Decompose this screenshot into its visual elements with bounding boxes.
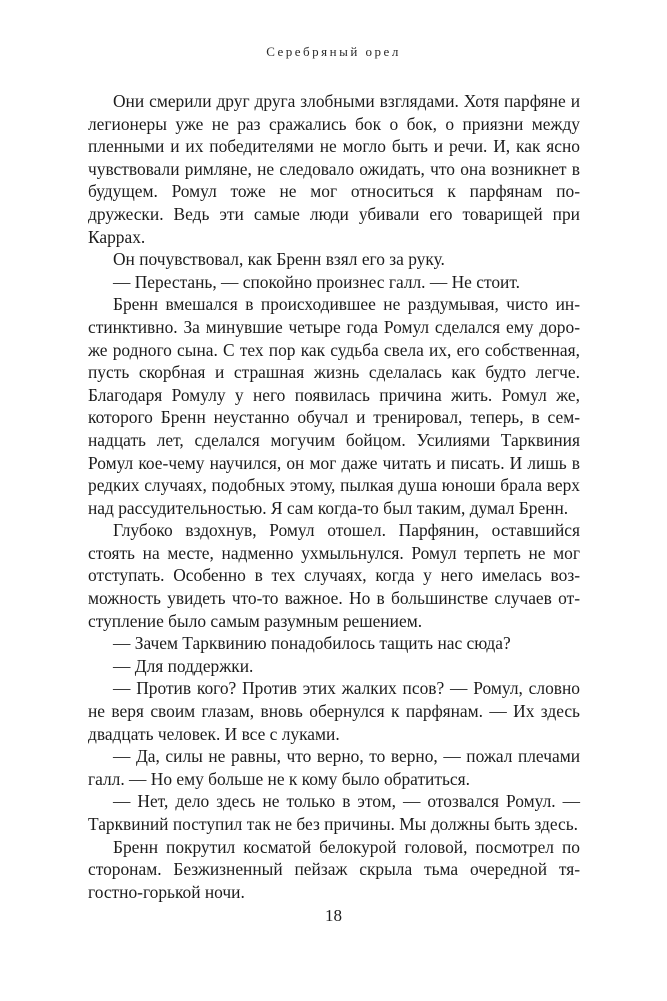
paragraph: — Нет, дело здесь не только в этом, — отозвался Ромул. — Тарквиний поступил так не без причины. Мы должны быть здесь. [88, 791, 580, 834]
body-text [88, 90, 580, 903]
page-number: 18 [325, 906, 342, 925]
paragraph: Он почувствовал, как Бренн взял его за руку. [113, 249, 445, 270]
paragraph: — Против кого? Против этих жалких псов? — Ромул, словно не веря своим глазам, вновь обернулся к парфянам. — Их здесь двадцать человек. И все с луками. [88, 678, 580, 744]
paragraph: Они смерили друг друга злобными взглядами. Хотя парфяне и легионеры уже не раз сражались бок о бок, о приязни между пленными и их победителями не могло быть и речи. И, как ясно чувствовали римляне, не следовало ожидать, что она возникнет в будущем. Ромул тоже не мог относиться к парфянам по-дружески. Ведь эти самые люди убивали его товарищей при Каррах. [88, 91, 580, 247]
paragraph: Глубоко вздохнув, Ромул отошел. Парфянин, оставшийся стоять на месте, надменно ухмыльнулся. Ромул терпеть не мог отступать. Особенно в тех случаях, когда у него имелась возможность увидеть что-то важное. Но в большинстве случаев отступление было самым разумным решением. [88, 520, 580, 631]
paragraph: — Перестань, — спокойно произнес галл. — Не стоит. [113, 271, 520, 292]
paragraph: — Да, силы не равны, что верно, то верно, — пожал плечами галл. — Но ему больше не к кому было обратиться. [88, 746, 580, 789]
paragraph: Бренн вмешался в происходившее не раздумывая, чисто инстинктивно. За минувшие четыре года Ромул сделался ему дороже родного сына. С тех пор как судьба свела их, его собственная, пусть скорбная и страшная жизнь сделалась как будто легче. Благодаря Ромулу у него появилась причина жить. Ромул же, которого Бренн неустанно обучал и тренировал, теперь, в семнадцать лет, сделался могучим бойцом. Усилиями Тарквиния Ромул кое-чему научился, он мог даже читать и писать. И лишь в редких случаях, подобных этому, пылкая душа юноши брала верх над рассудительностью. Я сам когда-то был таким, думал Бренн. [88, 294, 580, 518]
paragraph: — Зачем Тарквинию понадобилось тащить нас сюда? [113, 633, 511, 654]
paragraph: Бренн покрутил косматой белокурой головой, посмотрел по сторонам. Безжизненный пейзаж скрыла тьма очередной тягостно-горькой ночи. [88, 836, 580, 902]
running-head: Серебряный орел [266, 44, 401, 59]
paragraph: — Для поддержки. [113, 655, 254, 676]
